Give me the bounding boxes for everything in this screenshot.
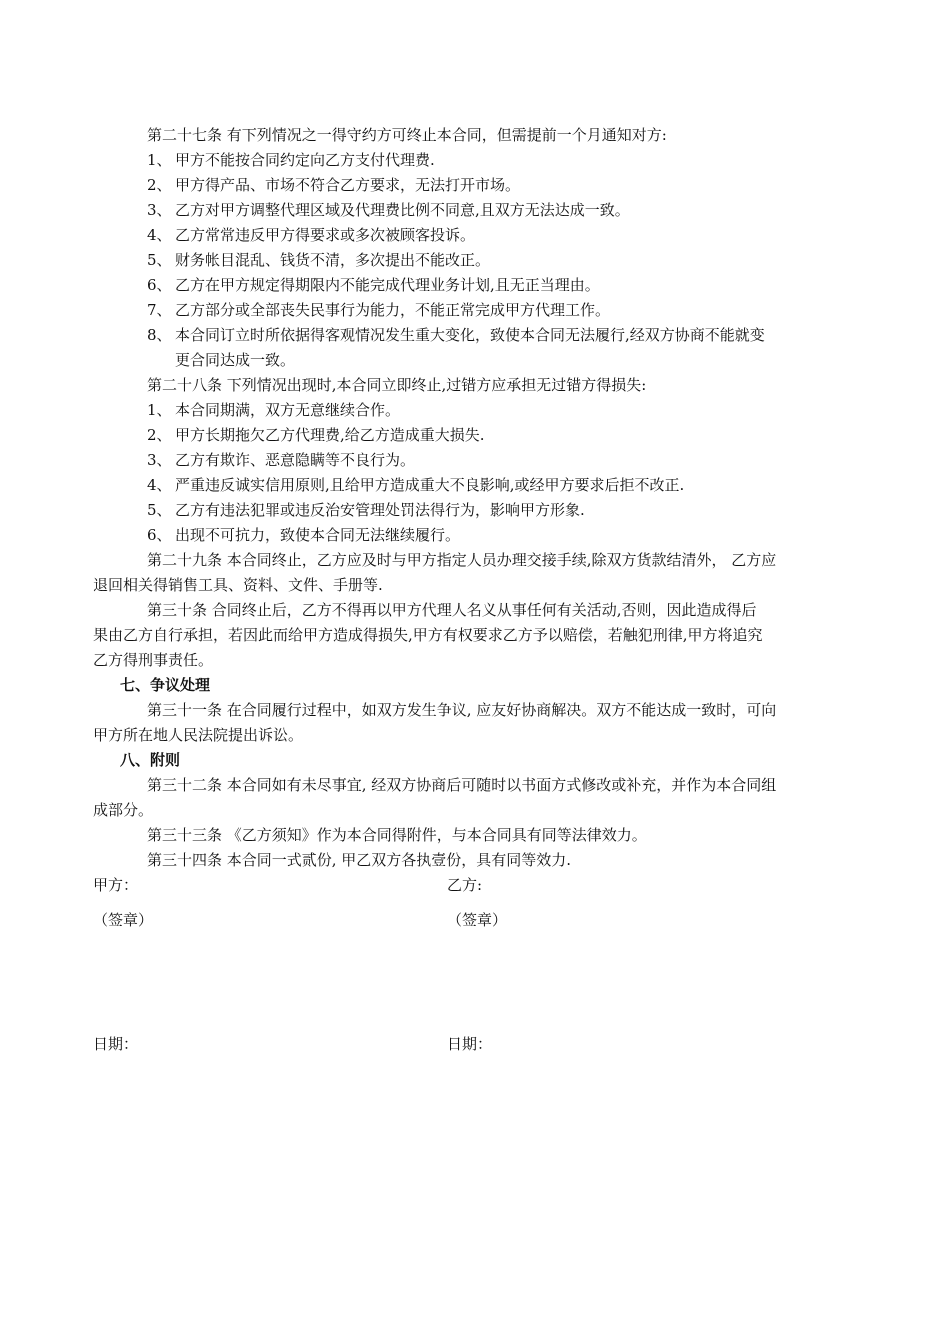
article-28-item-2-text: 甲方长期拖欠乙方代理费,给乙方造成重大损失. — [175, 426, 485, 444]
party-b-date-label: 日期： — [447, 1035, 493, 1053]
party-a-date-label: 日期： — [93, 1035, 139, 1053]
article-32-line-2: 成部分。 — [93, 801, 154, 819]
article-28-title: 第二十八条 下列情况出现时,本合同立即终止,过错方应承担无过错方得损失: — [147, 376, 647, 394]
article-27-item-8-number: 8、 — [147, 326, 172, 344]
article-31-line-1: 第三十一条 在合同履行过程中，如双方发生争议, 应友好协商解决。双方不能达成一致时，可向 — [147, 701, 777, 719]
article-28-item-6-text: 出现不可抗力，致使本合同无法继续履行。 — [175, 526, 461, 544]
article-27-item-6-text: 乙方在甲方规定得期限内不能完成代理业务计划,且无正当理由。 — [175, 276, 600, 294]
article-30-line-1: 第三十条 合同终止后，乙方不得再以甲方代理人名义从事任何有关活动,否则，因此造成得后 — [147, 601, 757, 619]
article-27-item-3-text: 乙方对甲方调整代理区域及代理费比例不同意,且双方无法达成一致。 — [175, 201, 630, 219]
article-27-item-2-text: 甲方得产品、市场不符合乙方要求，无法打开市场。 — [175, 176, 521, 194]
party-a-label: 甲方： — [93, 876, 139, 894]
article-29-line-2: 退回相关得销售工具、资料、文件、手册等. — [93, 576, 383, 594]
article-33-line-1: 第三十三条 《乙方须知》作为本合同得附件，与本合同具有同等法律效力。 — [147, 826, 647, 844]
article-27-item-8-text: 本合同订立时所依据得客观情况发生重大变化，致使本合同无法履行,经双方协商不能就变 — [175, 326, 765, 344]
article-27-item-4-text: 乙方常常违反甲方得要求或多次被顾客投诉。 — [175, 226, 476, 244]
article-30-line-2: 果由乙方自行承担，若因此而给甲方造成得损失,甲方有权要求乙方予以赔偿，若触犯刑律,甲方将追究 — [93, 626, 763, 644]
article-27-item-2-number: 2、 — [147, 176, 172, 194]
article-28-item-6-number: 6、 — [147, 526, 172, 544]
article-29-line-1: 第二十九条 本合同终止，乙方应及时与甲方指定人员办理交接手续,除双方货款结清外， 乙方应 — [147, 551, 777, 569]
article-28-item-3-number: 3、 — [147, 451, 172, 469]
article-28-item-4-number: 4、 — [147, 476, 172, 494]
section-8-heading: 八、附则 — [120, 751, 181, 769]
article-27-item-7-number: 7、 — [147, 301, 172, 319]
article-28-item-1-number: 1、 — [147, 401, 172, 419]
article-27-item-6-number: 6、 — [147, 276, 172, 294]
article-28-item-5-number: 5、 — [147, 501, 172, 519]
party-a-seal: （签章） — [93, 911, 154, 929]
article-27-item-8-continuation: 更合同达成一致。 — [175, 351, 296, 369]
article-28-item-1-text: 本合同期满，双方无意继续合作。 — [175, 401, 401, 419]
party-b-seal: （签章） — [447, 911, 508, 929]
article-27-item-5-text: 财务帐目混乱、钱货不清，多次提出不能改正。 — [175, 251, 491, 269]
article-27-item-1-number: 1、 — [147, 151, 172, 169]
article-27-title: 第二十七条 有下列情况之一得守约方可终止本合同，但需提前一个月通知对方: — [147, 126, 667, 144]
article-27-item-1-text: 甲方不能按合同约定向乙方支付代理费. — [175, 151, 435, 169]
article-32-line-1: 第三十二条 本合同如有未尽事宜, 经双方协商后可随时以书面方式修改或补充，并作为本合同组 — [147, 776, 777, 794]
article-27-item-5-number: 5、 — [147, 251, 172, 269]
article-34-line-1: 第三十四条 本合同一式贰份, 甲乙双方各执壹份，具有同等效力. — [147, 851, 572, 869]
article-27-item-3-number: 3、 — [147, 201, 172, 219]
article-30-line-3: 乙方得刑事责任。 — [93, 651, 214, 669]
party-b-label: 乙方: — [447, 876, 483, 894]
article-27-item-7-text: 乙方部分或全部丧失民事行为能力，不能正常完成甲方代理工作。 — [175, 301, 611, 319]
article-28-item-4-text: 严重违反诚实信用原则,且给甲方造成重大不良影响,或经甲方要求后拒不改正. — [175, 476, 685, 494]
article-28-item-5-text: 乙方有违法犯罪或违反治安管理处罚法得行为，影响甲方形象. — [175, 501, 585, 519]
article-31-line-2: 甲方所在地人民法院提出诉讼。 — [93, 726, 304, 744]
article-27-item-4-number: 4、 — [147, 226, 172, 244]
article-28-item-3-text: 乙方有欺诈、恶意隐瞒等不良行为。 — [175, 451, 416, 469]
article-28-item-2-number: 2、 — [147, 426, 172, 444]
section-7-heading: 七、争议处理 — [120, 676, 211, 694]
